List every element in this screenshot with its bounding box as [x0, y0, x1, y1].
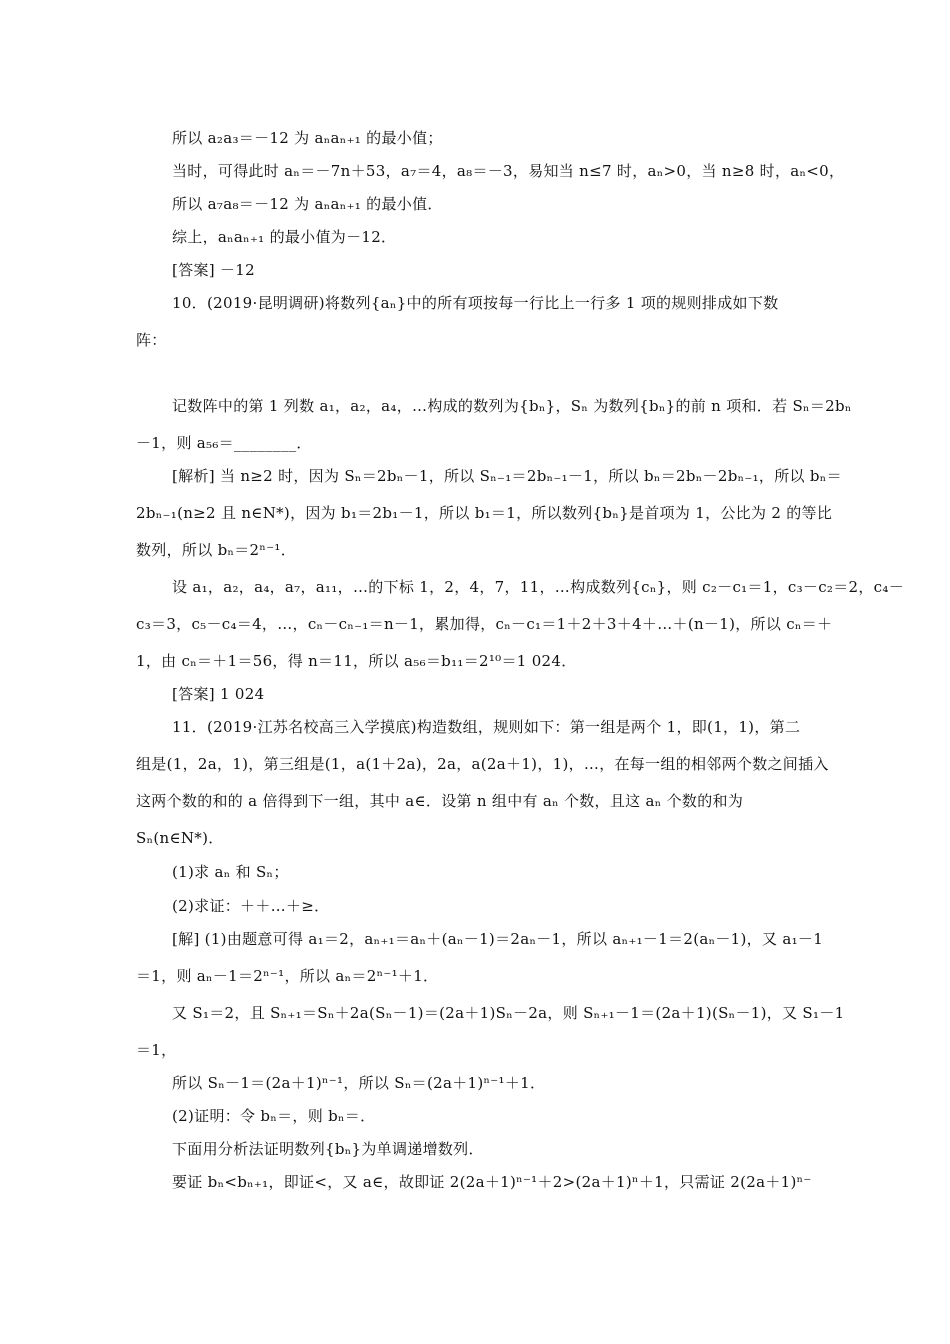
text-line: 设 a₁，a₂，a₄，a₇，a₁₁，…的下标 1，2，4，7，11，…构成数列{cₙ}，则 c₂－c₁＝1，c₃－c₂＝2，c₄－: [172, 578, 904, 596]
answer-line: [答案] 1 024: [172, 685, 265, 703]
text-line: 1，由 cₙ＝＋1＝56，得 n＝11，所以 a₅₆＝b₁₁＝2¹⁰＝1 024．: [136, 652, 577, 670]
text-line: 综上，aₙaₙ₊₁ 的最小值为－12．: [172, 228, 397, 246]
text-line: 当时，可得此时 aₙ＝－7n＋53，a₇＝4，a₈＝－3，易知当 n≤7 时，aₙ>0，当 n≥8 时，aₙ<0，: [172, 162, 845, 180]
text-line: 数列，所以 bₙ＝2ⁿ⁻¹．: [136, 541, 297, 559]
text-line: 2bₙ₋₁(n≥2 且 n∈N*)，因为 b₁＝2b₁－1，所以 b₁＝1，所以数列{bₙ}是首项为 1，公比为 2 的等比: [136, 504, 833, 522]
text-line: －1，则 a₅₆＝________．: [136, 434, 312, 452]
text-line: 阵：: [136, 331, 167, 349]
analysis-line: [解析] 当 n≥2 时，因为 Sₙ＝2bₙ－1，所以 Sₙ₋₁＝2bₙ₋₁－1，所以 bₙ＝2bₙ－2bₙ₋₁，所以 bₙ＝: [172, 467, 842, 485]
text-line: (2)求证：＋＋…＋≥．: [172, 897, 330, 915]
text-line: 记数阵中的第 1 列数 a₁，a₂，a₄，…构成的数列为{bₙ}，Sₙ 为数列{bₙ}的前 n 项和．若 Sₙ＝2bₙ: [172, 397, 852, 415]
problem-11-heading: 11．(2019·江苏名校高三入学摸底)构造数组，规则如下：第一组是两个 1，即(1，1)，第二: [172, 718, 801, 736]
text-line: Sₙ(n∈N*)．: [136, 829, 224, 847]
text-line: 要证 bₙ<bₙ₊₁，即证<，又 a∈，故即证 2(2a＋1)ⁿ⁻¹＋2>(2a＋1)ⁿ＋1，只需证 2(2a＋1)ⁿ⁻: [172, 1173, 812, 1191]
text-line: (1)求 aₙ 和 Sₙ；: [172, 863, 289, 881]
text-line: ＝1，则 aₙ－1＝2ⁿ⁻¹，所以 aₙ＝2ⁿ⁻¹＋1．: [136, 967, 439, 985]
text-line: 又 S₁＝2，且 Sₙ₊₁＝Sₙ＋2a(Sₙ－1)＝(2a＋1)Sₙ－2a，则 Sₙ₊₁－1＝(2a＋1)(Sₙ－1)，又 S₁－1: [172, 1004, 845, 1022]
text-line: 这两个数的和的 a 倍得到下一组，其中 a∈．设第 n 组中有 aₙ 个数，且这 aₙ 个数的和为: [136, 792, 744, 810]
text-line: 下面用分析法证明数列{bₙ}为单调递增数列．: [172, 1140, 484, 1158]
text-line: ＝1，: [136, 1041, 177, 1059]
text-line: 组是(1，2a，1)，第三组是(1，a(1＋2a)，2a，a(2a＋1)，1)，…，在每一组的相邻两个数之间插入: [136, 755, 829, 773]
problem-10-heading: 10．(2019·昆明调研)将数列{aₙ}中的所有项按每一行比上一行多 1 项的规则排成如下数: [172, 294, 779, 312]
text-line: (2)证明：令 bₙ＝，则 bₙ＝．: [172, 1107, 376, 1125]
text-line: 所以 a₇a₈＝－12 为 aₙaₙ₊₁ 的最小值．: [172, 195, 443, 213]
solution-line: [解] (1)由题意可得 a₁＝2，aₙ₊₁＝aₙ＋(aₙ－1)＝2aₙ－1，所以 aₙ₊₁－1＝2(aₙ－1)，又 a₁－1: [172, 930, 824, 948]
text-line: c₃＝3，c₅－c₄＝4，…，cₙ－cₙ₋₁＝n－1，累加得，cₙ－c₁＝1＋2＋3＋4＋…＋(n－1)，所以 cₙ＝＋: [136, 615, 833, 633]
text-line: 所以 Sₙ－1＝(2a＋1)ⁿ⁻¹，所以 Sₙ＝(2a＋1)ⁿ⁻¹＋1．: [172, 1074, 546, 1092]
text-line: 所以 a₂a₃＝－12 为 aₙaₙ₊₁ 的最小值；: [172, 129, 443, 147]
answer-line: [答案] －12: [172, 261, 255, 279]
